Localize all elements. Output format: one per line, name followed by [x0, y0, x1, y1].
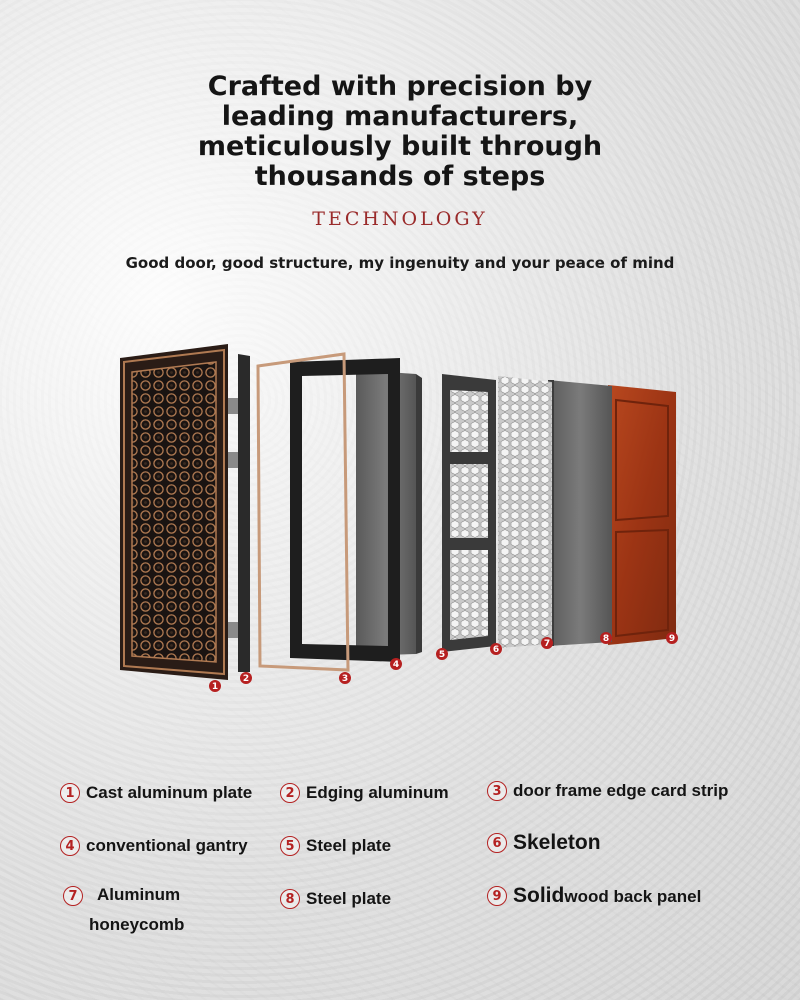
- svg-text:3: 3: [341, 674, 349, 684]
- title-line: leading manufacturers,: [221, 101, 579, 132]
- legend-number-badge: 1: [60, 783, 80, 803]
- page-title: [0, 72, 800, 192]
- door-layers-illustration: [100, 340, 700, 700]
- legend-label: Steel plate: [306, 889, 392, 908]
- skeleton-layer: [442, 374, 496, 652]
- title-line: thousands of steps: [254, 161, 546, 192]
- legend-number-badge: 9: [487, 886, 507, 906]
- legend-number-badge: 4: [60, 836, 80, 856]
- title-line: meticulously built through: [197, 131, 603, 162]
- layer-marker-6: [490, 643, 502, 655]
- legend-label: Edging aluminum: [306, 783, 449, 802]
- legend-label-rest: wood back panel: [564, 887, 702, 906]
- svg-text:2: 2: [242, 674, 250, 684]
- legend-number-badge: 7: [63, 886, 83, 906]
- legend-label-strong: Solid: [513, 884, 565, 907]
- svg-text:7: 7: [543, 639, 551, 649]
- legend-label: Steel plate: [306, 836, 392, 855]
- legend-number-badge: 8: [280, 889, 300, 909]
- layer-marker-7: [541, 637, 553, 649]
- legend-number-badge: 2: [280, 783, 300, 803]
- legend-label: door frame edge card strip: [513, 781, 729, 800]
- layer-marker-3: [339, 672, 351, 684]
- layer-marker-9: [666, 632, 678, 644]
- cast-aluminum-plate-layer: [120, 344, 228, 680]
- svg-text:4: 4: [392, 660, 400, 670]
- edging-aluminum-layer: [228, 354, 250, 672]
- legend-label-line: Aluminum: [97, 885, 181, 904]
- section-label: TECHNOLOGY: [312, 208, 488, 230]
- legend-label: conventional gantry: [86, 836, 248, 855]
- steel-plate-8-layer: [548, 380, 612, 646]
- aluminum-honeycomb-layer: [498, 376, 552, 648]
- svg-text:1: 1: [211, 682, 219, 692]
- svg-text:8: 8: [602, 634, 610, 644]
- layer-marker-5: [436, 648, 448, 660]
- legend-number-badge: 6: [487, 833, 507, 853]
- legend-number-badge: 5: [280, 836, 300, 856]
- edge-card-strip-layer: [258, 354, 348, 670]
- wood-back-panel-layer: [608, 385, 676, 645]
- svg-text:9: 9: [668, 634, 676, 644]
- legend-number-badge: 3: [487, 781, 507, 801]
- layer-marker-2: [240, 672, 252, 684]
- subtitle: Good door, good structure, my ingenuity and your peace of mind: [125, 254, 675, 272]
- svg-text:6: 6: [492, 645, 500, 655]
- layer-marker-8: [600, 632, 612, 644]
- legend-label: Skeleton: [513, 831, 601, 854]
- legend-label-line: honeycomb: [89, 915, 185, 934]
- svg-text:5: 5: [438, 650, 446, 660]
- legend-label: Cast aluminum plate: [86, 783, 253, 802]
- layer-marker-1: [209, 680, 221, 692]
- layer-marker-4: [390, 658, 402, 670]
- title-line: Crafted with precision by: [207, 71, 593, 102]
